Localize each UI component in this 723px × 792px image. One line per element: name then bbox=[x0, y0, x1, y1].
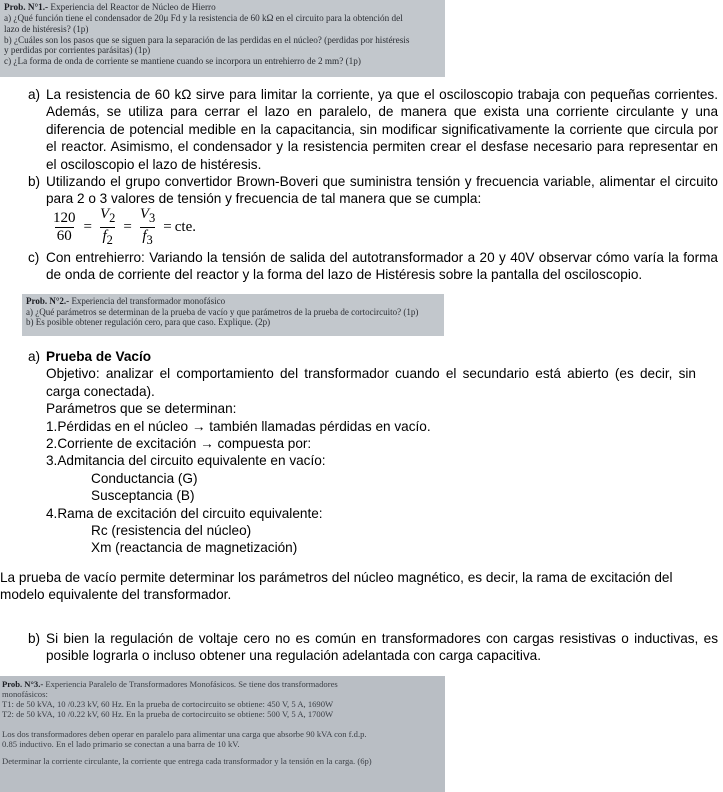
problem-1-line: c) ¿La forma de onda de corriente se mantiene cuando se incorpora un entrehierro de 2 mm? (1p) bbox=[4, 56, 361, 67]
problem-3-line: T2: de 50 kVA, 10 /0.22 kV, 60 Hz. En la prueba de cortocircuito se obtiene: 500 V, 5 A, 1700W bbox=[2, 709, 334, 720]
fraction-v2-f2: $\frac{V_2}{f_2}$ bbox=[99, 205, 116, 247]
param-4: 4.Rama de excitación del circuito equivalente: bbox=[46, 505, 323, 521]
problem-3-line: T1: de 50 kVA, 10 /0.23 kV, 60 Hz. En la prueba de cortocircuito se obtiene: 450 V, 5 A, 1690W bbox=[2, 699, 334, 710]
problem-1-line: y perdidas por corrientes parásitas) (1p) bbox=[4, 45, 151, 56]
problem-2-line: a) ¿Qué parámetros se determinan de la prueba de vacío y que parámetros de la prueba de cortocircuito? (1p) bbox=[26, 306, 419, 317]
problem-1-scan bbox=[0, 0, 445, 77]
problem-3-line: monofásicos: bbox=[2, 689, 48, 700]
answer-2a-params-heading: Parámetros que se determinan: bbox=[46, 401, 237, 417]
answer-2a-objective: Objetivo: analizar el comportamiento del transformador cuando el secundario está abierto (es decir, sin carga conectada). bbox=[46, 366, 696, 399]
answer-2-summary: La prueba de vacío permite determinar los parámetros del núcleo magnético, es decir, la rama de excitación del modelo equivalente del transformador. bbox=[0, 570, 673, 603]
param-4b: Xm (reactancia de magnetización) bbox=[91, 540, 298, 556]
problem-3-line: Los dos transformadores deben operar en paralelo para alimentar una carga que absorbe 90 kVA con f.d.p. bbox=[2, 728, 367, 739]
problem-3-line: 0.85 inductivo. En el lado primario se conectan a una barra de 10 kV. bbox=[2, 738, 240, 749]
problem-1-title: Prob. N°1.- Experiencia del Reactor de Núcleo de Hierro bbox=[4, 2, 216, 12]
fraction-120-60: $\frac{120}{60}$ bbox=[53, 209, 76, 244]
param-3a: Conductancia (G) bbox=[91, 470, 198, 486]
param-2: 2.Corriente de excitación → compuesta por: bbox=[46, 436, 312, 452]
problem-2-scan bbox=[22, 294, 444, 336]
problem-2-title: Prob. N°2.- Experiencia del transformador monofásico bbox=[26, 296, 226, 306]
problem-1-line: lazo de histéresis? (1p) bbox=[4, 23, 89, 34]
problem-1-line: b) ¿Cuáles son los pasos que se siguen para la separación de las perdidas en el núcleo? (perdidas por histéresis bbox=[4, 34, 410, 45]
problem-3-title: Prob. N°3.- Experiencia Paralelo de Transformadores Monofásicos. Se tiene dos transformadores bbox=[2, 679, 338, 689]
param-3b: Susceptancia (B) bbox=[91, 488, 195, 504]
problem-3-scan bbox=[0, 676, 445, 792]
param-3: 3.Admitancia del circuito equivalente en vacío: bbox=[46, 453, 326, 469]
param-1: 1.Pérdidas en el núcleo → también llamadas pérdidas en vacío. bbox=[46, 418, 431, 434]
formula-rhs: cte. bbox=[174, 218, 196, 235]
ratio-formula: $\frac{120}{60}$ = $\frac{V_2}{f_2}$ = $\frac{V_3}{f_3}$ = cte. bbox=[53, 205, 196, 247]
problem-1-line: a) ¿Qué función tiene el condensador de 20μ Fd y la resistencia de 60 kΩ en el circuito para la obtención del bbox=[4, 12, 403, 23]
problem-2-line: b) Es posible obtener regulación cero, para que caso. Explique. (2p) bbox=[26, 317, 271, 328]
param-4a: Rc (resistencia del núcleo) bbox=[91, 523, 252, 539]
fraction-v3-f3: $\frac{V_3}{f_3}$ bbox=[139, 205, 156, 247]
answer-2a-heading: Prueba de Vacío bbox=[46, 349, 152, 364]
problem-3-line: Determinar la corriente circulante, la corriente que entrega cada transformador y la tensión en la carga. (6p) bbox=[2, 755, 372, 766]
